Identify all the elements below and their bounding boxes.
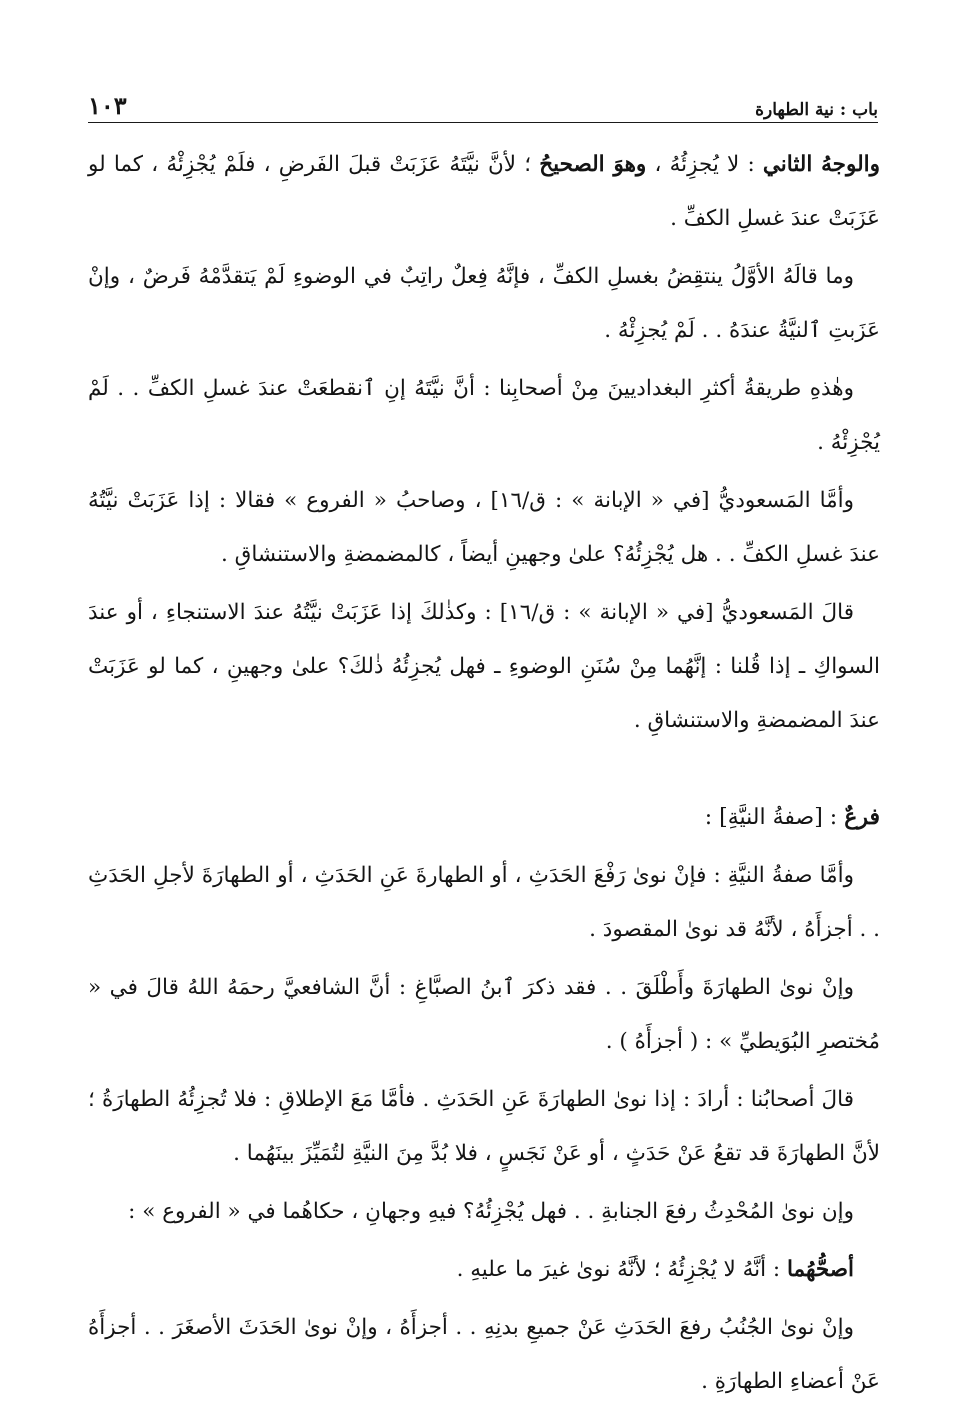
branch-heading	[88, 790, 880, 845]
chapter-title: باب : نية الطهارة	[755, 100, 878, 120]
paragraph-7: وإنْ نوىٰ الطهارَةَ وأَطْلَقَ . . فقد ذكرَ ٱبنُ الصبَّاغِ : أنَّ الشافعيَّ رحمَهُ اللهُ قالَ في « مُختصرِ البُوَيطيِّ » : ( أجزأَهُ ) .	[88, 975, 880, 1054]
paragraph-1-text-b: ؛ لأنَّ نيَّتَهُ عَزَبَتْ قبلَ الفَرضِ ، فلَمْ يُجْزِئْهُ ، كما لو عَزَبَتْ عندَ غسلِ الكفِّ .	[88, 152, 880, 231]
paragraph-1-text-a: : لا يُجزِئُهُ ،	[646, 152, 763, 177]
paragraph-8: قالَ أصحابُنا : أرادَ : إذا نوىٰ الطهارَةَ عَنِ الحَدَثِ . فأمَّا مَعَ الإطلاقِ : فلا تُجزِئُهُ الطهارَةُ ؛ لأنَّ الطهارَةَ قد تقعُ عَنْ حَدَثٍ ، أو عَنْ نَجَسٍ ، فلا بُدَّ مِنَ النيَّةِ لتُمَيِّزَ بينَهُما .	[88, 1087, 880, 1166]
page-number: ١٠٣	[88, 91, 127, 120]
paragraph-11: وإنْ نوىٰ الجُنُبُ رفعَ الحَدَثِ عَنْ جميعِ بدنِهِ . . أجزأَهُ ، وإنْ نوىٰ الحَدَثَ الأصغَرَ . . أجزأَهُ عَنْ أعضاءِ الطهارَةِ .	[88, 1315, 880, 1394]
header-rule	[88, 122, 878, 123]
section-gap	[88, 752, 880, 790]
paragraph-1-lead: والوجهُ الثاني	[762, 152, 880, 177]
paragraph-10-text: : أنَّهُ لا يُجْزِئُهُ ؛ لأنَّهُ نوىٰ غيرَ ما عليهِ .	[456, 1257, 787, 1282]
paragraph-9: وإن نوىٰ المُحْدِثُ رفعَ الجنابةِ . . فهل يُجْزِئُهُ؟ فيهِ وجهانِ ، حكاهُما في « الفروع » :	[128, 1199, 854, 1224]
paragraph-5: قالَ المَسعوديُّ [في « الإبانة » : ق/١٦] : وكذٰلكَ إذا عَزَبَتْ نيَّتُهُ عندَ الاستنجاءِ ، أو عندَ السواكِ ـ إذا قُلنا : إنَّهُما مِنْ سُنَنِ الوضوءِ ـ فهل يُجزِئُهُ ذٰلكَ؟ علىٰ وجهينِ ، كما لو عَزَبَتْ عندَ المضمضةِ والاستنشاقِ .	[88, 600, 880, 733]
paragraph-3: وهٰذهِ طريقةُ أكثرِ البغداديينَ مِنْ أصحابِنا : أنَّ نيَّتَهُ إنِ ٱنقطعَتْ عندَ غسلِ الكفِّ . . لَمْ يُجْزِئْهُ .	[88, 376, 880, 455]
paragraph-10	[88, 1243, 880, 1297]
paragraph-2: وما قالَهُ الأوَّلُ ينتقِضُ بغسلِ الكفِّ ، فإنَّهُ فِعلٌ راتِبٌ في الوضوءِ لَمْ يَتقدَّمْهُ فَرضٌ ، وإنْ عَزَبتِ ٱلنيَّةُ عندَهُ . . لَمْ يُجزِئْهُ .	[88, 264, 880, 343]
branch-title: : [صفةُ النيَّةِ] :	[704, 805, 845, 830]
paragraph-10-lead: أصحُّهُما	[787, 1257, 854, 1282]
page-header	[88, 86, 878, 120]
page-body	[88, 138, 880, 1413]
paragraph-1	[88, 138, 880, 246]
paragraph-4: وأمَّا المَسعوديُّ [في « الإبانة » : ق/١٦] ، وصاحبُ « الفروع » فقالا : إذا عَزَبَتْ نيَّتُهُ عندَ غسلِ الكفِّ . . هل يُجْزِئُهُ؟ علىٰ وجهينِ أيضاً ، كالمضمضةِ والاستنشاقِ .	[88, 488, 880, 567]
paragraph-6: وأمَّا صفةُ النيَّةِ : فإنْ نوىٰ رَفْعَ الحَدَثِ ، أو الطهارةَ عَنِ الحَدَثِ ، أو الطهارَةَ لأجلِ الحَدَثِ . . أجزأَهُ ، لأنَّهُ قد نوىٰ المقصودَ .	[88, 863, 880, 942]
paragraph-1-emphasis: وهوَ الصحيحُ	[539, 152, 647, 177]
branch-word: فرعٌ	[844, 804, 880, 830]
